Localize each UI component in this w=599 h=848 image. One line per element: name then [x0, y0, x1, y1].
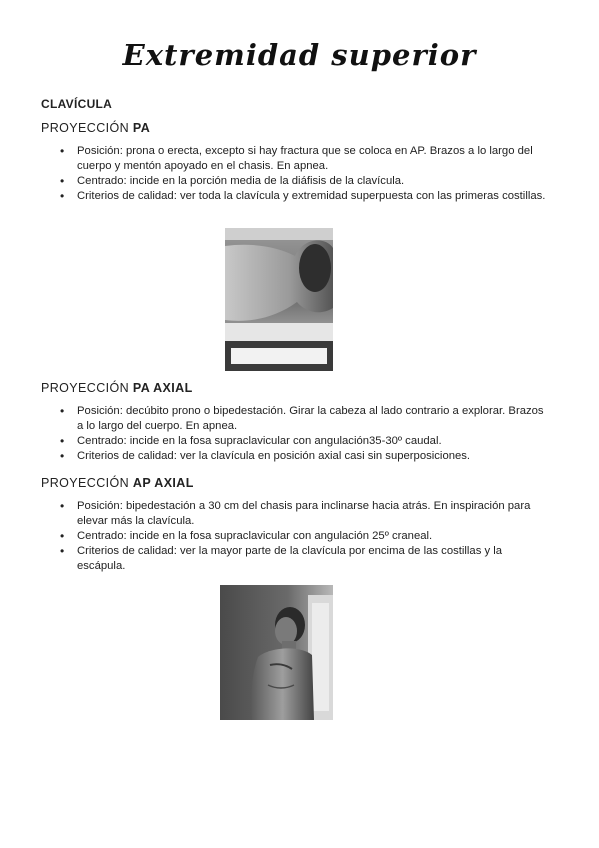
projection-heading-pa-axial	[41, 381, 193, 395]
projection-prefix: PROYECCIÓN	[41, 121, 133, 135]
projection-heading-ap-axial	[41, 476, 194, 490]
projection-name: AP AXIAL	[132, 476, 194, 490]
bullet-list-ap-axial	[60, 499, 550, 574]
list-item: • Criterios de calidad: ver toda la clavícula y extremidad superpuesta con las primeras costillas.	[60, 189, 550, 204]
section-heading: CLAVÍCULA	[41, 97, 113, 111]
bullet-list-pa	[60, 144, 550, 204]
list-item: • Centrado: incide en la fosa supraclavicular con angulación35-30º caudal.	[60, 434, 550, 449]
list-item: • Criterios de calidad: ver la clavícula en posición axial casi sin superposiciones.	[60, 449, 550, 464]
list-item: • Posición: decúbito prono o bipedestación. Girar la cabeza al lado contrario a explorar. Brazos a lo largo del cuerpo. En apnea.	[60, 404, 550, 434]
list-item: • Posición: prona o erecta, excepto si hay fractura que se coloca en AP. Brazos a lo largo del cuerpo y mentón apoyado en el chasis. En apnea.	[60, 144, 550, 174]
projection-name: PA AXIAL	[132, 381, 193, 395]
projection-name: PA	[132, 121, 151, 135]
page-title: Extremidad superior	[122, 38, 477, 72]
list-item: • Centrado: incide en la porción media de la diáfisis de la clavícula.	[60, 174, 550, 189]
projection-prefix: PROYECCIÓN	[41, 476, 133, 490]
photo-pa-position	[225, 228, 333, 371]
photo-ap-axial-position	[220, 585, 333, 720]
list-item: • Centrado: incide en la fosa supraclavicular con angulación 25º craneal.	[60, 529, 550, 544]
list-item: • Criterios de calidad: ver la mayor parte de la clavícula por encima de las costillas y la escápula.	[60, 544, 550, 574]
projection-heading-pa	[41, 121, 150, 135]
bullet-list-pa-axial	[60, 404, 550, 464]
projection-prefix: PROYECCIÓN	[41, 381, 133, 395]
list-item: • Posición: bipedestación a 30 cm del chasis para inclinarse hacia atrás. En inspiración para elevar más la clavícula.	[60, 499, 550, 529]
